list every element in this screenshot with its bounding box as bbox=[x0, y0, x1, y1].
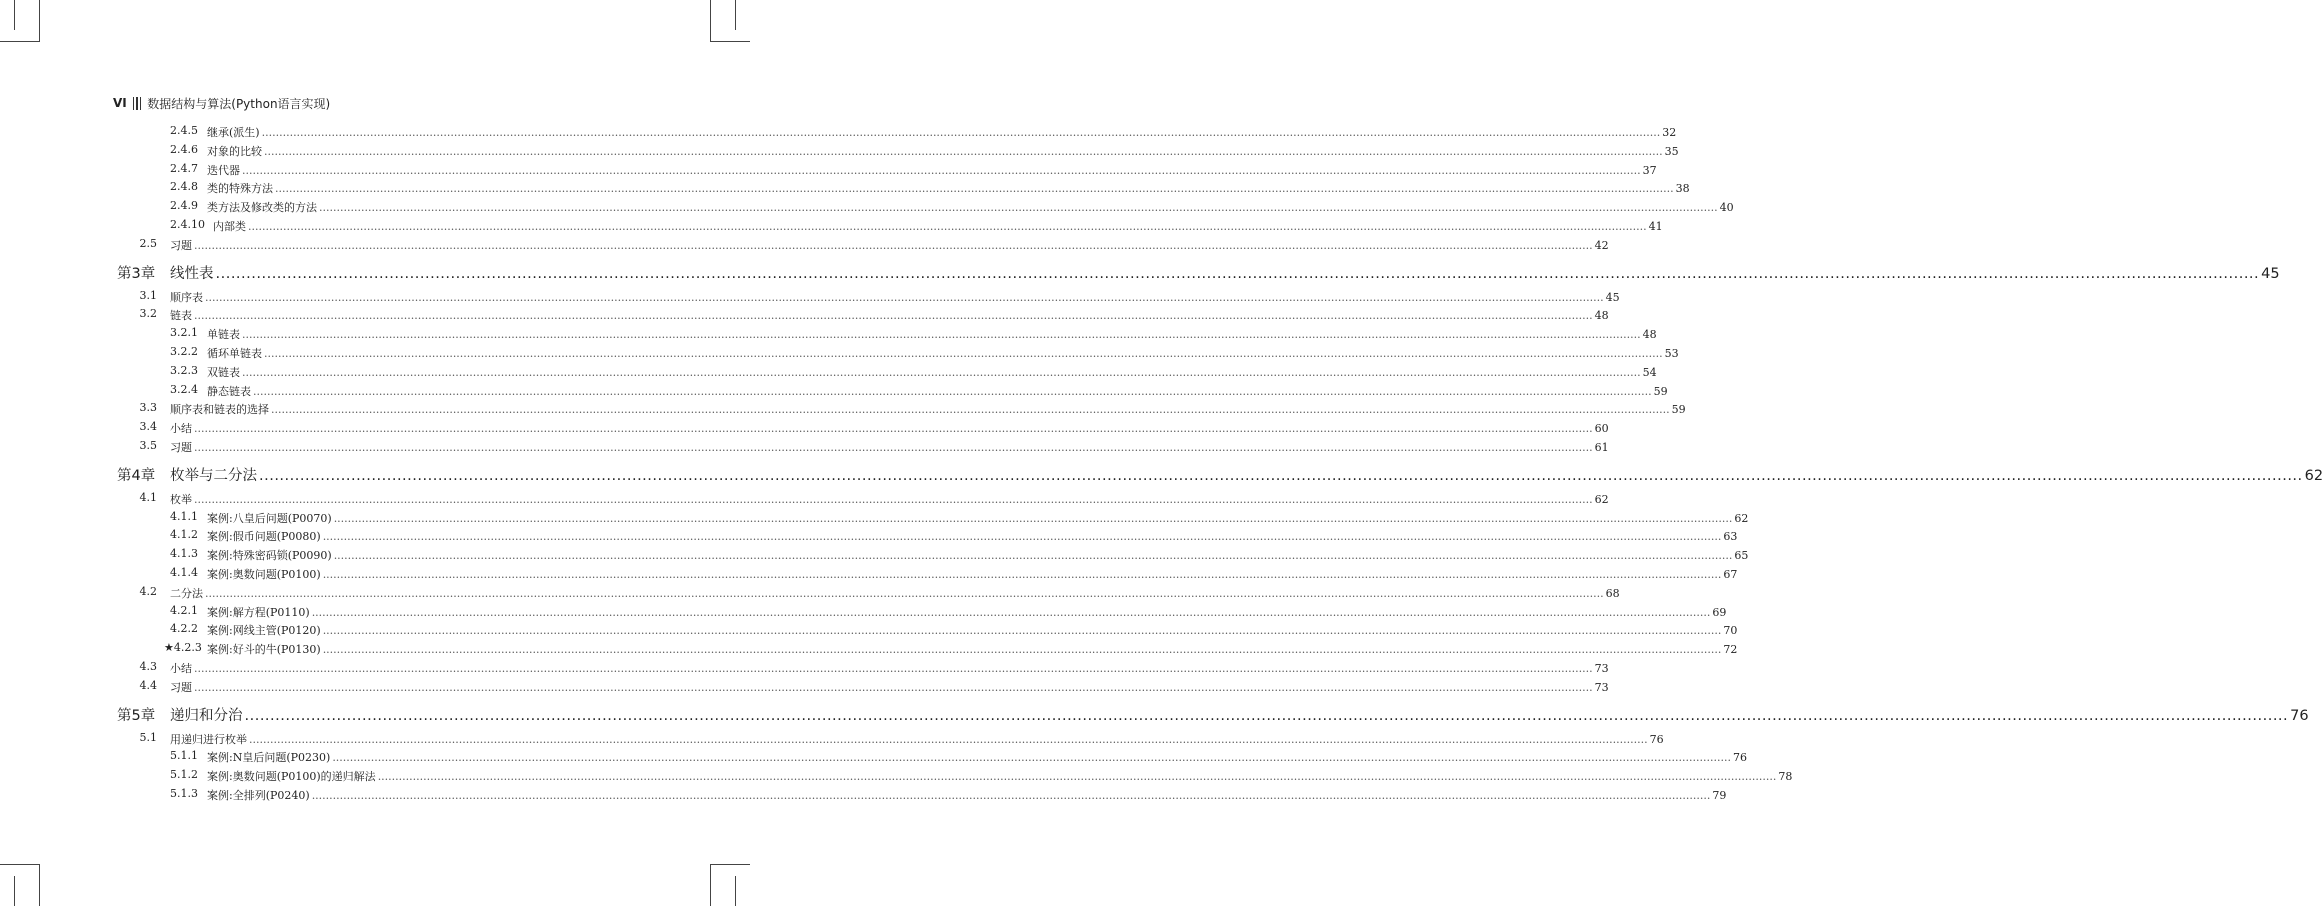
toc-subsection-row bbox=[0, 199, 1734, 218]
toc-leader-dots: ................................................................................................................................................................................................................................................................................................................................................................................................................ bbox=[249, 732, 1648, 746]
toc-entry-number: 2.4.7 bbox=[170, 161, 198, 175]
toc-subsection-row bbox=[0, 622, 1738, 641]
toc-page-number: 70 bbox=[1723, 624, 1738, 638]
toc-subsection-row bbox=[0, 787, 1727, 806]
toc-entry-number: 4.4 bbox=[139, 678, 157, 692]
toc-page-number: 32 bbox=[1662, 126, 1677, 139]
toc-entry-title: 继承(派生) bbox=[207, 126, 260, 139]
toc-subsection-row bbox=[0, 382, 1668, 402]
toc-subsection-row bbox=[0, 218, 1663, 237]
toc-page-number: 63 bbox=[1723, 530, 1738, 544]
toc-subsection-row bbox=[0, 528, 1738, 547]
toc-leader-dots: ................................................................................................................................................................................................................................................................................................................................................................................................................ bbox=[311, 789, 1711, 802]
toc-leader-dots: ................................................................................................................................................................................................................................................................................................................................................................................................................ bbox=[242, 328, 1641, 342]
toc-page-number: 76 bbox=[2290, 707, 2309, 724]
toc-entry-title: 类方法及修改类的方法 bbox=[207, 201, 317, 215]
toc-entry-number: 2.4.10 bbox=[170, 218, 205, 231]
toc-entry-title: 案例:奥数问题(P0100) bbox=[207, 568, 321, 581]
toc-page-number: 60 bbox=[1594, 422, 1609, 436]
toc-leader-dots: ................................................................................................................................................................................................................................................................................................................................................................................................................ bbox=[333, 549, 1733, 563]
toc-entry-number: 第4章 bbox=[117, 467, 156, 484]
toc-leader-dots: ................................................................................................................................................................................................................................................................................................................................................................................................................ bbox=[205, 586, 1604, 600]
toc-page-number: 73 bbox=[1594, 662, 1609, 675]
toc-leader-dots: ................................................................................................................................................................................................................................................................................................................................................................................................................ bbox=[194, 680, 1593, 694]
toc-section-row bbox=[0, 660, 1609, 679]
toc-entry-number: 3.1 bbox=[139, 288, 157, 302]
toc-section-row bbox=[0, 401, 1686, 420]
toc-entry-number: 第5章 bbox=[117, 707, 156, 724]
toc-subsection-row bbox=[0, 124, 1677, 143]
header-book-title: 数据结构与算法(Python语言实现) bbox=[147, 96, 331, 111]
toc-leader-dots: ................................................................................................................................................................................................................................................................................................................................................................................................................ bbox=[242, 365, 1641, 379]
toc-leader-dots: ................................................................................................................................................................................................................................................................................................................................................................................................................ bbox=[319, 201, 1718, 215]
toc-entry-number: 4.2.1 bbox=[170, 603, 198, 617]
toc-entry-number: 4.1.4 bbox=[170, 566, 198, 579]
toc-entry-number: 4.1 bbox=[139, 490, 157, 504]
toc-entry-number: 3.2.2 bbox=[170, 345, 198, 358]
toc-page-number: 76 bbox=[1649, 732, 1664, 746]
toc-leader-dots: ................................................................................................................................................................................................................................................................................................................................................................................................................ bbox=[194, 238, 1593, 252]
toc-entry-title: 二分法 bbox=[170, 586, 203, 600]
toc-entry-number: 3.5 bbox=[139, 439, 157, 452]
header-page-number: VI bbox=[113, 96, 127, 110]
toc-page-number: 61 bbox=[1594, 441, 1609, 454]
toc-leader-dots: ................................................................................................................................................................................................................................................................................................................................................................................................................ bbox=[275, 182, 1674, 196]
toc-entry-title: 案例:奥数问题(P0100)的递归解法 bbox=[207, 770, 376, 784]
toc-page-number: 65 bbox=[1734, 549, 1749, 563]
toc-entry-number: 3.2.1 bbox=[170, 326, 198, 340]
toc-entry-number: 2.4.8 bbox=[170, 180, 198, 194]
toc-entry-title: 顺序表和链表的选择 bbox=[170, 403, 269, 417]
toc-page-number: 79 bbox=[1712, 789, 1727, 802]
toc-leader-dots: ................................................................................................................................................................................................................................................................................................................................................................................................................ bbox=[248, 220, 1647, 233]
toc-entry-title: 用递归进行枚举 bbox=[170, 732, 247, 746]
toc-page-number: 62 bbox=[1734, 511, 1749, 525]
toc-entry-title: 递归和分治 bbox=[170, 707, 243, 724]
toc-subsection-row bbox=[0, 161, 1657, 181]
toc-entry-number: 4.3 bbox=[139, 660, 157, 673]
toc-entry-number: 2.5 bbox=[139, 236, 157, 250]
toc-leader-dots: ................................................................................................................................................................................................................................................................................................................................................................................................................ bbox=[322, 624, 1722, 638]
toc-subsection-row bbox=[0, 566, 1738, 585]
toc-leader-dots: ................................................................................................................................................................................................................................................................................................................................................................................................................ bbox=[194, 309, 1593, 323]
toc-page-number: 41 bbox=[1648, 220, 1663, 233]
toc-page-number: 38 bbox=[1675, 182, 1690, 196]
toc-page-number: 69 bbox=[1712, 605, 1727, 619]
toc-entry-title: 线性表 bbox=[170, 265, 214, 282]
toc-chapter-row bbox=[0, 704, 2309, 728]
toc-subsection-row bbox=[0, 641, 1738, 660]
toc-entry-title: 习题 bbox=[170, 238, 192, 252]
toc-leader-dots: ................................................................................................................................................................................................................................................................................................................................................................................................................ bbox=[253, 384, 1652, 398]
toc-leader-dots: ................................................................................................................................................................................................................................................................................................................................................................................................................ bbox=[333, 511, 1733, 525]
toc-entry-number: 4.2 bbox=[139, 584, 157, 598]
toc-chapter-row bbox=[0, 262, 2280, 286]
toc-subsection-row bbox=[0, 509, 1749, 529]
toc-leader-dots: ................................................................................................................................................................................................................................................................................................................................................................................................................ bbox=[322, 643, 1722, 657]
toc-section-row bbox=[0, 420, 1609, 439]
toc-entry-title: 案例:全排列(P0240) bbox=[207, 789, 310, 802]
toc-subsection-row bbox=[0, 603, 1727, 623]
toc-entry-title: 习题 bbox=[170, 680, 192, 694]
toc-entry-title: 案例:N皇后问题(P0230) bbox=[207, 751, 331, 765]
toc-page-number: 62 bbox=[1594, 492, 1609, 506]
toc-leader-dots: ................................................................................................................................................................................................................................................................................................................................................................................................................ bbox=[271, 403, 1670, 417]
toc-entry-title: 枚举 bbox=[170, 492, 192, 506]
toc-leader-dots: ................................................................................................................................................................................................................................................................................................................................................................................................................ bbox=[205, 290, 1604, 304]
toc-leader-dots: ................................................................................................................................................................................................................................................................................................................................................................................................................ bbox=[215, 265, 2260, 282]
toc-entry-title: 案例:假币问题(P0080) bbox=[207, 530, 321, 544]
toc-chapter-row bbox=[0, 464, 2323, 488]
toc-page-number: 37 bbox=[1642, 163, 1657, 177]
toc-leader-dots: ................................................................................................................................................................................................................................................................................................................................................................................................................ bbox=[311, 605, 1711, 619]
toc-subsection-row bbox=[0, 749, 1747, 768]
toc-entry-title: 枚举与二分法 bbox=[170, 467, 257, 484]
toc-subsection-row bbox=[0, 768, 1793, 787]
toc-entry-title: 案例:好斗的牛(P0130) bbox=[207, 643, 321, 657]
toc-section-row bbox=[0, 288, 1620, 308]
toc-entry-title: 双链表 bbox=[207, 365, 240, 379]
toc-leader-dots: ................................................................................................................................................................................................................................................................................................................................................................................................................ bbox=[377, 770, 1777, 784]
toc-entry-number: 2.4.5 bbox=[170, 124, 198, 137]
toc-entry-number: 2.4.6 bbox=[170, 142, 198, 156]
toc-entry-number: 2.4.9 bbox=[170, 199, 198, 213]
toc-page-number: 59 bbox=[1653, 384, 1668, 398]
toc-page-number: 54 bbox=[1642, 365, 1657, 379]
toc-page-number: 45 bbox=[1605, 290, 1620, 304]
toc-leader-dots: ................................................................................................................................................................................................................................................................................................................................................................................................................ bbox=[322, 530, 1722, 544]
toc-page-number: 48 bbox=[1594, 309, 1609, 323]
toc-subsection-row bbox=[0, 142, 1679, 162]
toc-entry-title: 顺序表 bbox=[170, 290, 203, 304]
toc-entry-title: 迭代器 bbox=[207, 163, 240, 177]
toc-entry-title: 案例:网线主管(P0120) bbox=[207, 624, 321, 638]
toc-section-row bbox=[0, 236, 1609, 256]
toc-entry-number: 4.1.2 bbox=[170, 528, 198, 542]
toc-entry-number: 第3章 bbox=[117, 265, 156, 282]
toc-entry-number: 4.1.1 bbox=[170, 509, 198, 523]
toc-entry-title: 习题 bbox=[170, 441, 192, 454]
toc-entry-title: 对象的比较 bbox=[207, 144, 262, 158]
toc-subsection-row bbox=[0, 180, 1690, 199]
toc-entry-number: 5.1.1 bbox=[170, 749, 198, 763]
toc-entry-title: 单链表 bbox=[207, 328, 240, 342]
toc-page-number: 73 bbox=[1594, 680, 1609, 694]
toc-entry-number: ★4.2.3 bbox=[164, 641, 202, 655]
toc-page-number: 35 bbox=[1664, 144, 1679, 158]
toc-entry-title: 链表 bbox=[170, 309, 192, 323]
toc-section-row bbox=[0, 678, 1609, 698]
toc-entry-number: 5.1.3 bbox=[170, 787, 198, 800]
toc-page-number: 68 bbox=[1605, 586, 1620, 600]
toc-section-row bbox=[0, 490, 1609, 510]
toc-leader-dots: ................................................................................................................................................................................................................................................................................................................................................................................................................ bbox=[194, 422, 1593, 436]
toc-entry-title: 循环单链表 bbox=[207, 347, 262, 360]
toc-page-number: 40 bbox=[1719, 201, 1734, 215]
toc-entry-number: 3.4 bbox=[139, 420, 157, 434]
toc-entry-title: 小结 bbox=[170, 422, 192, 436]
toc-subsection-row bbox=[0, 547, 1749, 566]
toc-section-row bbox=[0, 584, 1620, 604]
toc-leader-dots: ................................................................................................................................................................................................................................................................................................................................................................................................................ bbox=[261, 126, 1661, 139]
toc-subsection-row bbox=[0, 363, 1657, 383]
toc-entry-number: 5.1 bbox=[139, 730, 157, 744]
toc-subsection-row bbox=[0, 345, 1679, 364]
toc-leader-dots: ................................................................................................................................................................................................................................................................................................................................................................................................................ bbox=[322, 568, 1722, 581]
toc-section-row bbox=[0, 307, 1609, 326]
toc-leader-dots: ................................................................................................................................................................................................................................................................................................................................................................................................................ bbox=[259, 467, 2303, 484]
toc-subsection-row bbox=[0, 326, 1657, 345]
toc-section-row bbox=[0, 730, 1664, 750]
toc-page-number: 53 bbox=[1664, 347, 1679, 360]
toc-page-number: 78 bbox=[1778, 770, 1793, 784]
toc-entry-title: 内部类 bbox=[213, 220, 246, 233]
toc-entry-number: 4.2.2 bbox=[170, 622, 198, 636]
toc-leader-dots: ................................................................................................................................................................................................................................................................................................................................................................................................................ bbox=[332, 751, 1731, 765]
toc-entry-number: 3.2.3 bbox=[170, 363, 198, 377]
toc-page-number: 76 bbox=[1732, 751, 1747, 765]
toc-leader-dots: ................................................................................................................................................................................................................................................................................................................................................................................................................ bbox=[194, 441, 1593, 454]
toc-page-number: 45 bbox=[2261, 265, 2280, 282]
toc-entry-title: 案例:八皇后问题(P0070) bbox=[207, 511, 332, 525]
toc-entry-number: 3.2 bbox=[139, 307, 157, 321]
toc-entry-number: 3.3 bbox=[139, 401, 157, 415]
toc-page-number: 48 bbox=[1642, 328, 1657, 342]
toc-entry-title: 类的特殊方法 bbox=[207, 182, 273, 196]
toc-leader-dots: ................................................................................................................................................................................................................................................................................................................................................................................................................ bbox=[242, 163, 1641, 177]
toc-section-row bbox=[0, 439, 1609, 458]
toc-entry-number: 5.1.2 bbox=[170, 768, 198, 782]
toc-entry-title: 案例:解方程(P0110) bbox=[207, 605, 310, 619]
toc-leader-dots: ................................................................................................................................................................................................................................................................................................................................................................................................................ bbox=[194, 662, 1593, 675]
toc-entry-title: 静态链表 bbox=[207, 384, 251, 398]
toc-leader-dots: ................................................................................................................................................................................................................................................................................................................................................................................................................ bbox=[244, 707, 2289, 724]
toc-entry-title: 案例:特殊密码锁(P0090) bbox=[207, 549, 332, 563]
toc-page-number: 59 bbox=[1671, 403, 1686, 417]
toc-entry-number: 4.1.3 bbox=[170, 547, 198, 561]
toc-entry-number: 3.2.4 bbox=[170, 382, 198, 396]
toc-leader-dots: ................................................................................................................................................................................................................................................................................................................................................................................................................ bbox=[264, 347, 1663, 360]
toc-page-number: 72 bbox=[1723, 643, 1738, 657]
toc-entry-title: 小结 bbox=[170, 662, 192, 675]
toc-leader-dots: ................................................................................................................................................................................................................................................................................................................................................................................................................ bbox=[264, 144, 1663, 158]
toc-leader-dots: ................................................................................................................................................................................................................................................................................................................................................................................................................ bbox=[194, 492, 1593, 506]
toc-page-number: 42 bbox=[1594, 238, 1609, 252]
toc-page-number: 62 bbox=[2304, 467, 2323, 484]
toc-page-number: 67 bbox=[1723, 568, 1738, 581]
